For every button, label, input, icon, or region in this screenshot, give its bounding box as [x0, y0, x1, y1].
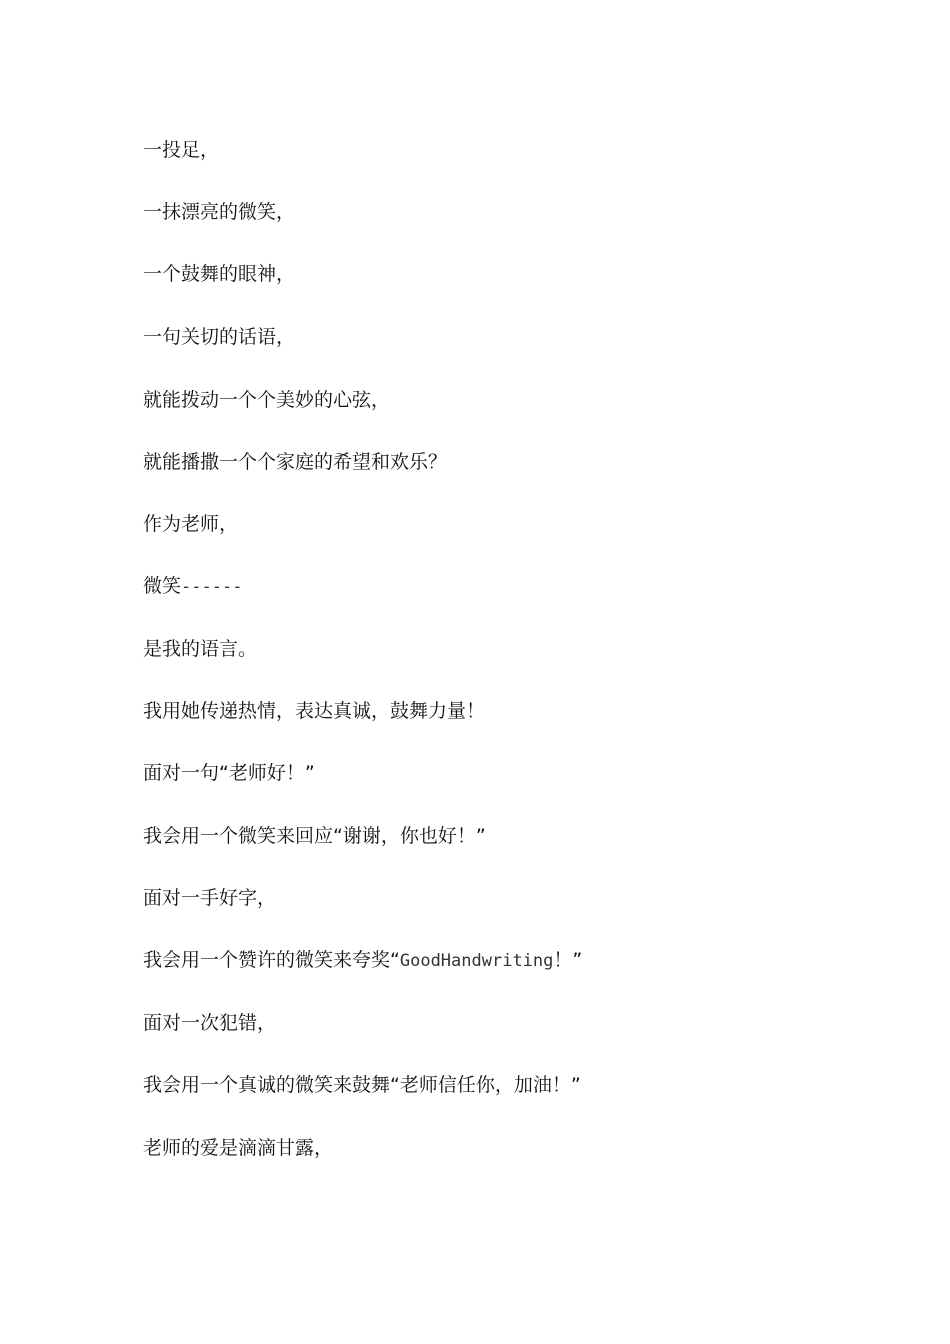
- text-line: 面对一手好字，: [143, 887, 277, 909]
- text-line: 是我的语言。: [143, 638, 258, 660]
- text-line-smile: [143, 574, 242, 599]
- smile-word: 微笑: [143, 575, 182, 597]
- handwriting-prefix: 我会用一个赞许的微笑来夸奖“: [143, 949, 400, 971]
- text-line: 一投足，: [143, 139, 220, 161]
- text-line: 就能播撒一个个家庭的希望和欢乐？: [143, 451, 448, 473]
- text-line: 我会用一个微笑来回应“谢谢，你也好！”: [143, 825, 486, 847]
- handwriting-suffix: ！”: [553, 949, 583, 971]
- text-line: 我用她传递热情，表达真诚，鼓舞力量！: [143, 700, 486, 722]
- text-line: 一抹漂亮的微笑，: [143, 201, 296, 223]
- text-line: 作为老师，: [143, 513, 239, 535]
- dash-run: ------: [181, 577, 243, 597]
- text-line-handwriting: [143, 948, 582, 973]
- text-line: 一个鼓舞的眼神，: [143, 263, 296, 285]
- text-line: 面对一句“老师好！”: [143, 762, 315, 784]
- text-line: 就能拨动一个个美妙的心弦，: [143, 389, 391, 411]
- text-line: 一句关切的话语，: [143, 326, 296, 348]
- text-line: 老师的爱是滴滴甘露，: [143, 1137, 334, 1159]
- handwriting-english: GoodHandwriting: [399, 951, 554, 971]
- text-line: 我会用一个真诚的微笑来鼓舞“老师信任你，加油！”: [143, 1074, 581, 1096]
- text-line: 面对一次犯错，: [143, 1012, 277, 1034]
